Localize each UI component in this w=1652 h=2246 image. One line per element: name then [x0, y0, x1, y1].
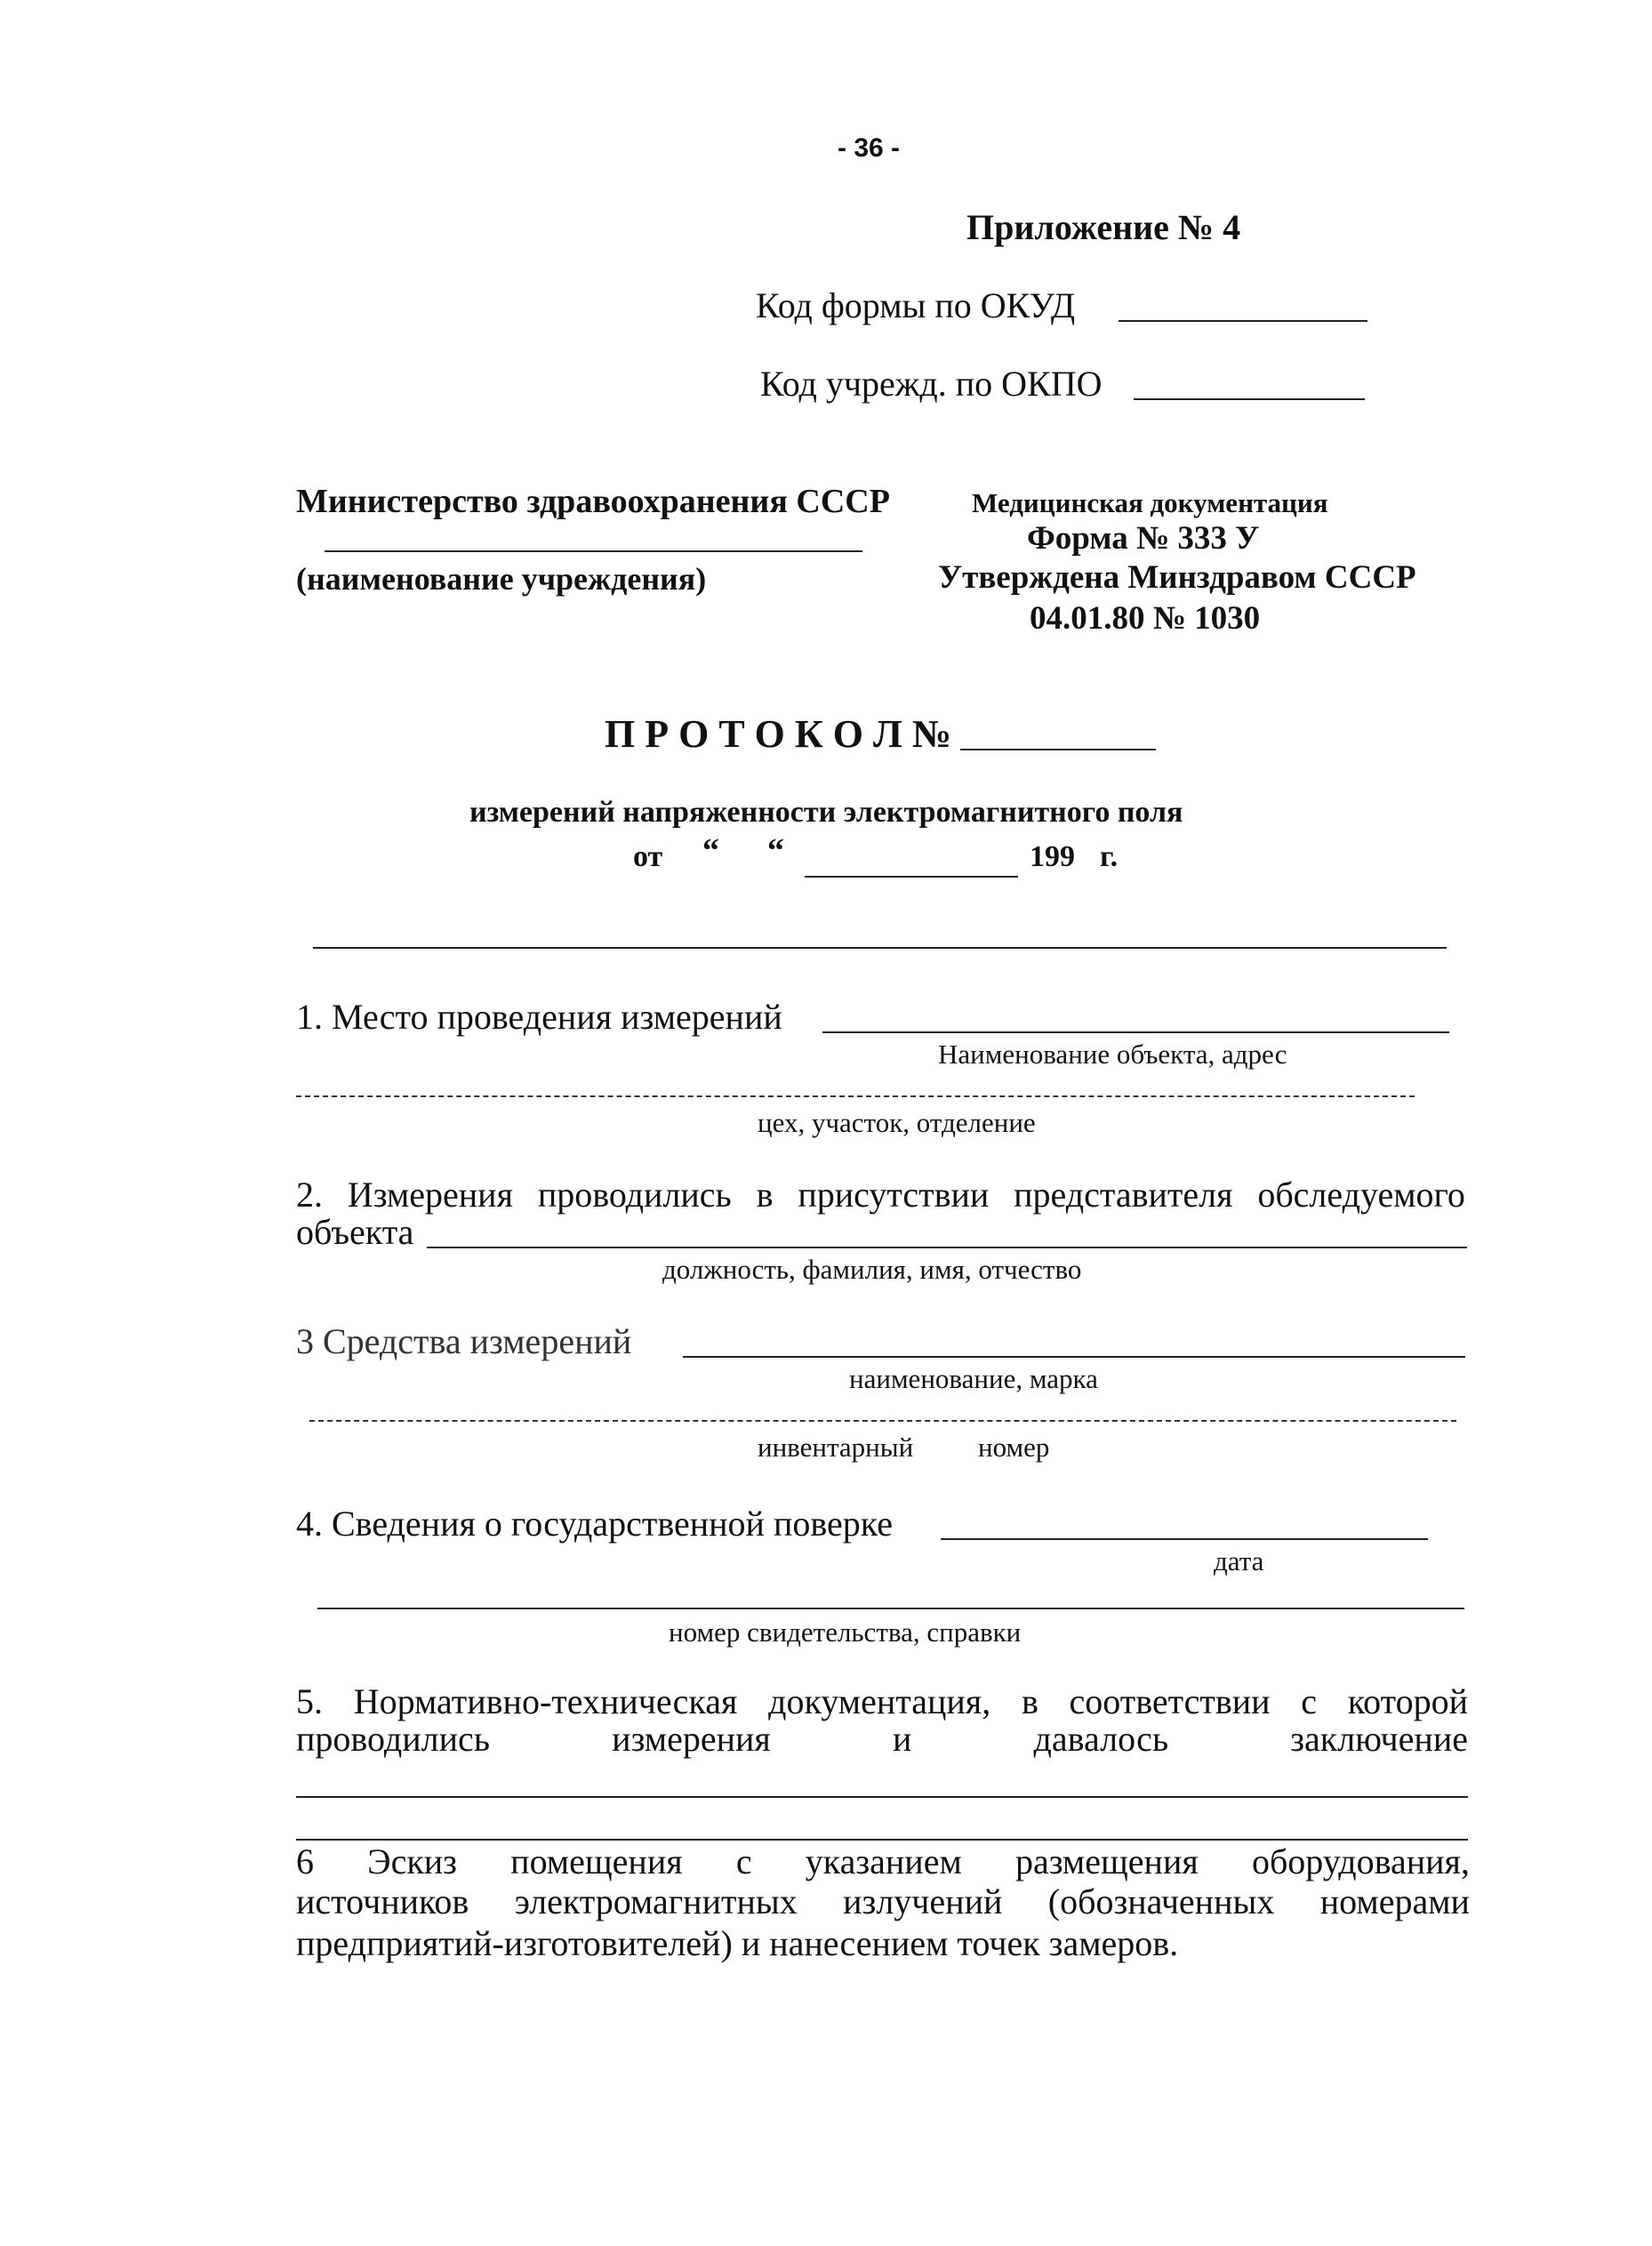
- okpo-code-field[interactable]: [1134, 398, 1365, 400]
- item2-word: 2.: [296, 1175, 323, 1215]
- item3-instrument-field[interactable]: [683, 1356, 1465, 1358]
- item6-word: оборудования,: [1251, 1841, 1470, 1881]
- item5-line1: [296, 1680, 1468, 1722]
- appendix-label: Приложение № 4: [966, 207, 1241, 247]
- date-quote-close: “: [767, 832, 784, 870]
- item5-word: Нормативно-техническая: [353, 1681, 738, 1721]
- item5-field-1[interactable]: [296, 1796, 1468, 1798]
- item6-word: Эскиз: [367, 1841, 457, 1881]
- med-doc-label: Медицинская документация: [972, 487, 1328, 518]
- item5-word: 5.: [296, 1681, 323, 1721]
- item5-word: в: [1021, 1681, 1039, 1721]
- item6-word: размещения: [1014, 1841, 1199, 1881]
- protocol-number-field[interactable]: [960, 749, 1156, 750]
- ministry-name: Министерство здравоохранения СССР: [296, 483, 890, 520]
- item6-line2: [296, 1881, 1470, 1922]
- item4-verification-field[interactable]: [941, 1538, 1428, 1540]
- item4-caption2: номер свидетельства, справки: [669, 1616, 1022, 1648]
- date-year: 199: [1030, 840, 1075, 873]
- protocol-subtitle: измерений напряженности электромагнитного поля: [469, 796, 1183, 829]
- item1-caption1: Наименование объекта, адрес: [938, 1039, 1287, 1070]
- item6-word: электромагнитных: [514, 1881, 798, 1921]
- item2-caption: должность, фамилия, имя, отчество: [662, 1254, 1082, 1285]
- item2-label2: объекта: [296, 1212, 414, 1252]
- item6-word: указанием: [805, 1841, 962, 1881]
- item2-word: Измерения: [347, 1175, 513, 1215]
- item1-label: 1. Место проведения измерений: [296, 997, 782, 1037]
- item1-location-field[interactable]: [822, 1031, 1449, 1033]
- date-g: г.: [1100, 840, 1119, 873]
- item3-caption2b: номер: [978, 1432, 1050, 1463]
- item5-word: документация,: [768, 1681, 991, 1721]
- protocol-title: П Р О Т О К О Л №: [605, 712, 952, 756]
- item2-representative-field[interactable]: [427, 1247, 1467, 1248]
- item6-word: 6: [296, 1841, 314, 1881]
- page-number: - 36 -: [838, 133, 901, 163]
- item5-word: с: [1301, 1681, 1318, 1721]
- item6-line1: [296, 1841, 1470, 1882]
- okud-code-field[interactable]: [1119, 320, 1367, 322]
- item3-inventory-field[interactable]: [309, 1420, 1456, 1422]
- item2-word: представителя: [1014, 1175, 1233, 1215]
- item5-word: измерения: [612, 1719, 771, 1759]
- item6-line3: предприятий-изготовителей) и нанесением точек замеров.: [296, 1923, 1179, 1963]
- item3-caption2a: инвентарный: [758, 1432, 914, 1463]
- separator-line: [313, 947, 1447, 949]
- item2-word: в: [756, 1175, 774, 1215]
- item6-word: помещения: [510, 1841, 683, 1881]
- item4-caption1: дата: [1214, 1545, 1264, 1576]
- item6-word: (обозначенных: [1047, 1881, 1275, 1921]
- item5-word: соответствии: [1069, 1681, 1271, 1721]
- item6-word: излучений: [843, 1881, 1003, 1921]
- okud-code-label: Код формы по ОКУД: [756, 285, 1076, 325]
- item3-caption1: наименование, марка: [849, 1363, 1098, 1394]
- item5-word: и: [892, 1719, 912, 1759]
- approved-by: Утверждена Минздравом СССР: [938, 559, 1416, 596]
- date-month-field[interactable]: [805, 876, 1018, 878]
- institution-caption: (наименование учреждения): [296, 561, 707, 597]
- item4-certificate-field[interactable]: [317, 1608, 1464, 1609]
- item6-word: номерами: [1319, 1881, 1470, 1921]
- approval-date: 04.01.80 № 1030: [1030, 600, 1261, 637]
- item2-word: присутствии: [798, 1175, 990, 1215]
- date-quote-open: “: [702, 832, 719, 870]
- okpo-code-label: Код учрежд. по ОКПО: [760, 364, 1103, 404]
- item3-label: 3 Средства измерений: [296, 1321, 632, 1361]
- item5-word: которой: [1347, 1681, 1468, 1721]
- item6-word: с: [735, 1841, 752, 1881]
- item2-word: обследуемого: [1257, 1175, 1465, 1215]
- item1-department-field[interactable]: [296, 1095, 1415, 1097]
- date-from-label: от: [633, 840, 663, 873]
- item1-caption2: цех, участок, отделение: [758, 1107, 1036, 1138]
- item5-word: давалось: [1033, 1719, 1169, 1759]
- item5-line2: [296, 1718, 1468, 1760]
- item4-label: 4. Сведения о государственной поверке: [296, 1504, 893, 1544]
- item5-word: проводились: [296, 1719, 490, 1759]
- item6-word: источников: [296, 1881, 469, 1921]
- item2-line1: [296, 1174, 1465, 1215]
- form-number: Форма № 333 У: [1027, 520, 1260, 557]
- institution-name-field[interactable]: [325, 550, 862, 552]
- item5-word: заключение: [1290, 1719, 1468, 1759]
- item2-word: проводились: [537, 1175, 732, 1215]
